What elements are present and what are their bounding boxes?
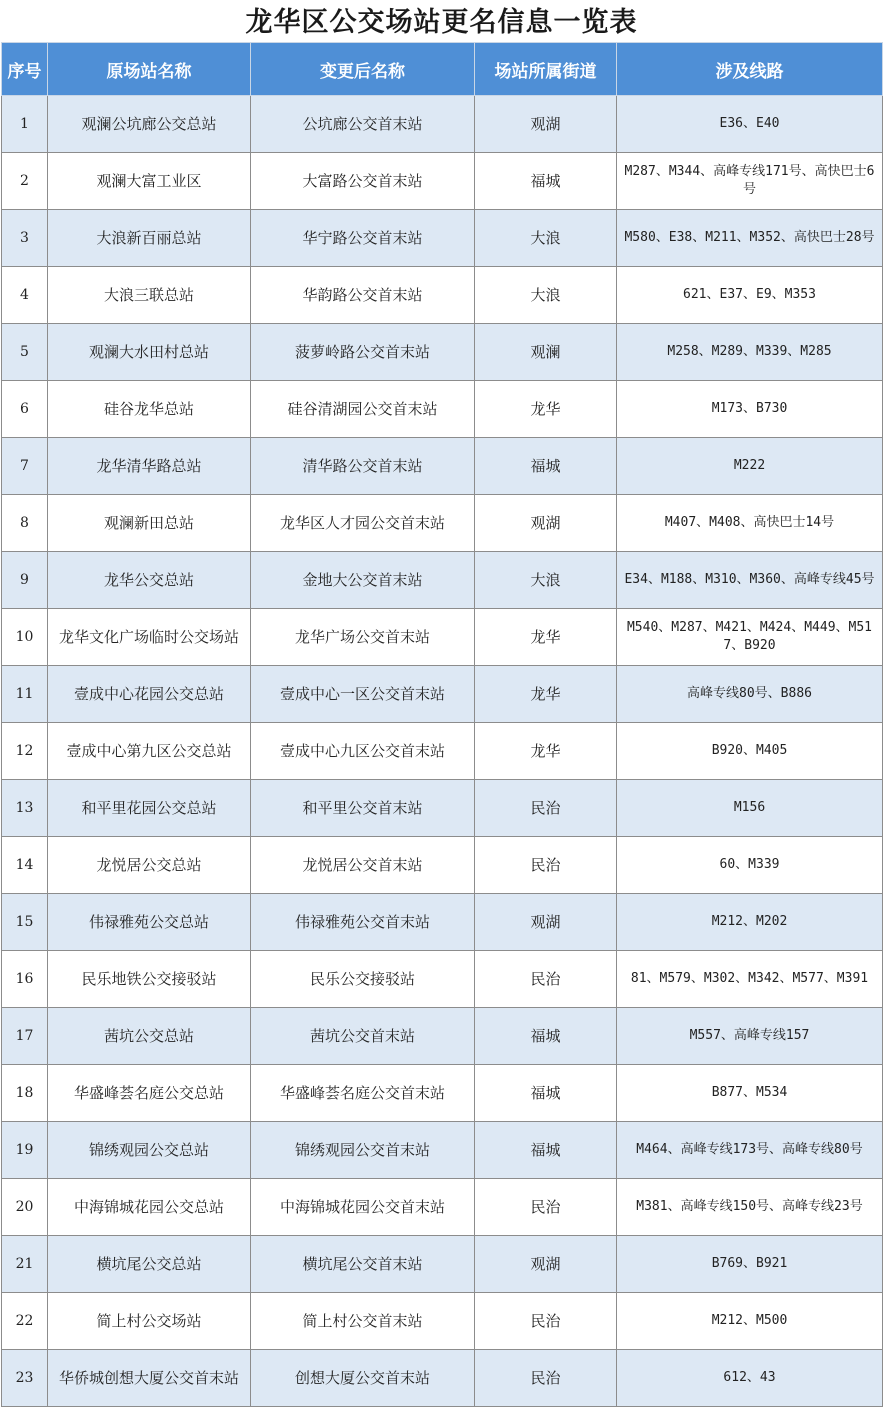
- table-row: [2, 609, 883, 666]
- cell-old-name: 龙悦居公交总站: [48, 837, 251, 894]
- cell-index: 7: [2, 438, 48, 495]
- cell-index: 21: [2, 1236, 48, 1293]
- cell-index: 19: [2, 1122, 48, 1179]
- cell-street: 观澜: [475, 324, 617, 381]
- cell-index: 20: [2, 1179, 48, 1236]
- cell-old-name: 壹成中心第九区公交总站: [48, 723, 251, 780]
- cell-old-name: 简上村公交场站: [48, 1293, 251, 1350]
- cell-street: 福城: [475, 1122, 617, 1179]
- cell-old-name: 横坑尾公交总站: [48, 1236, 251, 1293]
- cell-old-name: 大浪三联总站: [48, 267, 251, 324]
- cell-new-name: 硅谷清湖园公交首末站: [251, 381, 475, 438]
- cell-street: 民治: [475, 1293, 617, 1350]
- page-title: 龙华区公交场站更名信息一览表: [245, 7, 638, 38]
- cell-new-name: 民乐公交接驳站: [251, 951, 475, 1008]
- cell-new-name: 华韵路公交首末站: [251, 267, 475, 324]
- cell-street: 大浪: [475, 210, 617, 267]
- cell-new-name: 锦绣观园公交首末站: [251, 1122, 475, 1179]
- cell-new-name: 龙华区人才园公交首末站: [251, 495, 475, 552]
- cell-index: 17: [2, 1008, 48, 1065]
- table-header-row: [2, 43, 883, 96]
- cell-new-name: 华宁路公交首末站: [251, 210, 475, 267]
- cell-old-name: 壹成中心花园公交总站: [48, 666, 251, 723]
- cell-index: 22: [2, 1293, 48, 1350]
- cell-routes: E34、M188、M310、M360、高峰专线45号: [617, 552, 883, 609]
- table-row: [2, 666, 883, 723]
- cell-street: 大浪: [475, 552, 617, 609]
- cell-street: 观湖: [475, 894, 617, 951]
- cell-street: 民治: [475, 951, 617, 1008]
- cell-index: 5: [2, 324, 48, 381]
- cell-street: 民治: [475, 837, 617, 894]
- table-row: [2, 552, 883, 609]
- cell-routes: B920、M405: [617, 723, 883, 780]
- cell-index: 9: [2, 552, 48, 609]
- table-row: [2, 1293, 883, 1350]
- table-row: [2, 1065, 883, 1122]
- cell-routes: M407、M408、高快巴士14号: [617, 495, 883, 552]
- header-new-name: 变更后名称: [251, 43, 475, 96]
- cell-index: 3: [2, 210, 48, 267]
- cell-routes: 高峰专线80号、B886: [617, 666, 883, 723]
- table-row: [2, 324, 883, 381]
- cell-old-name: 龙华文化广场临时公交场站: [48, 609, 251, 666]
- cell-routes: M381、高峰专线150号、高峰专线23号: [617, 1179, 883, 1236]
- cell-old-name: 龙华公交总站: [48, 552, 251, 609]
- table-row: [2, 1179, 883, 1236]
- cell-new-name: 龙华广场公交首末站: [251, 609, 475, 666]
- table-row: [2, 1236, 883, 1293]
- cell-old-name: 茜坑公交总站: [48, 1008, 251, 1065]
- cell-street: 福城: [475, 153, 617, 210]
- station-rename-table: [1, 42, 883, 1407]
- cell-new-name: 伟禄雅苑公交首末站: [251, 894, 475, 951]
- cell-routes: 81、M579、M302、M342、M577、M391: [617, 951, 883, 1008]
- table-row: [2, 153, 883, 210]
- cell-index: 6: [2, 381, 48, 438]
- header-old-name: 原场站名称: [48, 43, 251, 96]
- cell-old-name: 大浪新百丽总站: [48, 210, 251, 267]
- cell-old-name: 龙华清华路总站: [48, 438, 251, 495]
- cell-routes: M287、M344、高峰专线171号、高快巴士6号: [617, 153, 883, 210]
- cell-new-name: 壹成中心九区公交首末站: [251, 723, 475, 780]
- cell-routes: M212、M500: [617, 1293, 883, 1350]
- cell-old-name: 观澜大富工业区: [48, 153, 251, 210]
- cell-old-name: 民乐地铁公交接驳站: [48, 951, 251, 1008]
- cell-index: 23: [2, 1350, 48, 1407]
- cell-routes: 60、M339: [617, 837, 883, 894]
- cell-new-name: 金地大公交首末站: [251, 552, 475, 609]
- cell-street: 民治: [475, 1179, 617, 1236]
- cell-street: 观湖: [475, 96, 617, 153]
- cell-street: 福城: [475, 438, 617, 495]
- cell-index: 14: [2, 837, 48, 894]
- cell-new-name: 公坑廊公交首末站: [251, 96, 475, 153]
- cell-street: 龙华: [475, 666, 617, 723]
- cell-new-name: 大富路公交首末站: [251, 153, 475, 210]
- cell-old-name: 和平里花园公交总站: [48, 780, 251, 837]
- cell-old-name: 中海锦城花园公交总站: [48, 1179, 251, 1236]
- table-row: [2, 951, 883, 1008]
- cell-new-name: 简上村公交首末站: [251, 1293, 475, 1350]
- cell-old-name: 伟禄雅苑公交总站: [48, 894, 251, 951]
- table-body: [2, 96, 883, 1407]
- cell-routes: E36、E40: [617, 96, 883, 153]
- cell-street: 福城: [475, 1008, 617, 1065]
- cell-old-name: 华盛峰荟名庭公交总站: [48, 1065, 251, 1122]
- cell-old-name: 观澜公坑廊公交总站: [48, 96, 251, 153]
- cell-routes: M212、M202: [617, 894, 883, 951]
- table-row: [2, 210, 883, 267]
- cell-routes: 621、E37、E9、M353: [617, 267, 883, 324]
- cell-new-name: 茜坑公交首末站: [251, 1008, 475, 1065]
- cell-new-name: 龙悦居公交首末站: [251, 837, 475, 894]
- cell-old-name: 华侨城创想大厦公交首末站: [48, 1350, 251, 1407]
- cell-street: 民治: [475, 780, 617, 837]
- table-row: [2, 780, 883, 837]
- table-row: [2, 1350, 883, 1407]
- cell-index: 4: [2, 267, 48, 324]
- cell-new-name: 中海锦城花园公交首末站: [251, 1179, 475, 1236]
- header-street: 场站所属街道: [475, 43, 617, 96]
- cell-new-name: 壹成中心一区公交首末站: [251, 666, 475, 723]
- cell-index: 18: [2, 1065, 48, 1122]
- cell-old-name: 锦绣观园公交总站: [48, 1122, 251, 1179]
- cell-old-name: 硅谷龙华总站: [48, 381, 251, 438]
- table-row: [2, 1008, 883, 1065]
- table-row: [2, 894, 883, 951]
- cell-index: 12: [2, 723, 48, 780]
- cell-index: 15: [2, 894, 48, 951]
- table-row: [2, 438, 883, 495]
- table-row: [2, 723, 883, 780]
- header-routes: 涉及线路: [617, 43, 883, 96]
- cell-routes: M156: [617, 780, 883, 837]
- cell-old-name: 观澜大水田村总站: [48, 324, 251, 381]
- cell-routes: B877、M534: [617, 1065, 883, 1122]
- cell-old-name: 观澜新田总站: [48, 495, 251, 552]
- cell-new-name: 横坑尾公交首末站: [251, 1236, 475, 1293]
- cell-street: 龙华: [475, 609, 617, 666]
- cell-new-name: 菠萝岭路公交首末站: [251, 324, 475, 381]
- cell-street: 民治: [475, 1350, 617, 1407]
- cell-new-name: 华盛峰荟名庭公交首末站: [251, 1065, 475, 1122]
- cell-routes: M173、B730: [617, 381, 883, 438]
- table-row: [2, 96, 883, 153]
- cell-new-name: 创想大厦公交首末站: [251, 1350, 475, 1407]
- cell-routes: B769、B921: [617, 1236, 883, 1293]
- cell-index: 10: [2, 609, 48, 666]
- cell-index: 2: [2, 153, 48, 210]
- cell-street: 福城: [475, 1065, 617, 1122]
- cell-new-name: 和平里公交首末站: [251, 780, 475, 837]
- cell-routes: M580、E38、M211、M352、高快巴士28号: [617, 210, 883, 267]
- cell-street: 龙华: [475, 723, 617, 780]
- cell-index: 8: [2, 495, 48, 552]
- cell-routes: M540、M287、M421、M424、M449、M517、B920: [617, 609, 883, 666]
- cell-street: 龙华: [475, 381, 617, 438]
- header-index: 序号: [2, 43, 48, 96]
- cell-routes: 612、43: [617, 1350, 883, 1407]
- cell-routes: M464、高峰专线173号、高峰专线80号: [617, 1122, 883, 1179]
- cell-index: 16: [2, 951, 48, 1008]
- table-row: [2, 1122, 883, 1179]
- table-row: [2, 495, 883, 552]
- cell-routes: M258、M289、M339、M285: [617, 324, 883, 381]
- cell-index: 1: [2, 96, 48, 153]
- cell-street: 观湖: [475, 1236, 617, 1293]
- cell-street: 大浪: [475, 267, 617, 324]
- table-row: [2, 267, 883, 324]
- table-row: [2, 381, 883, 438]
- cell-index: 13: [2, 780, 48, 837]
- table-row: [2, 837, 883, 894]
- cell-routes: M222: [617, 438, 883, 495]
- cell-street: 观湖: [475, 495, 617, 552]
- cell-index: 11: [2, 666, 48, 723]
- cell-new-name: 清华路公交首末站: [251, 438, 475, 495]
- cell-routes: M557、高峰专线157: [617, 1008, 883, 1065]
